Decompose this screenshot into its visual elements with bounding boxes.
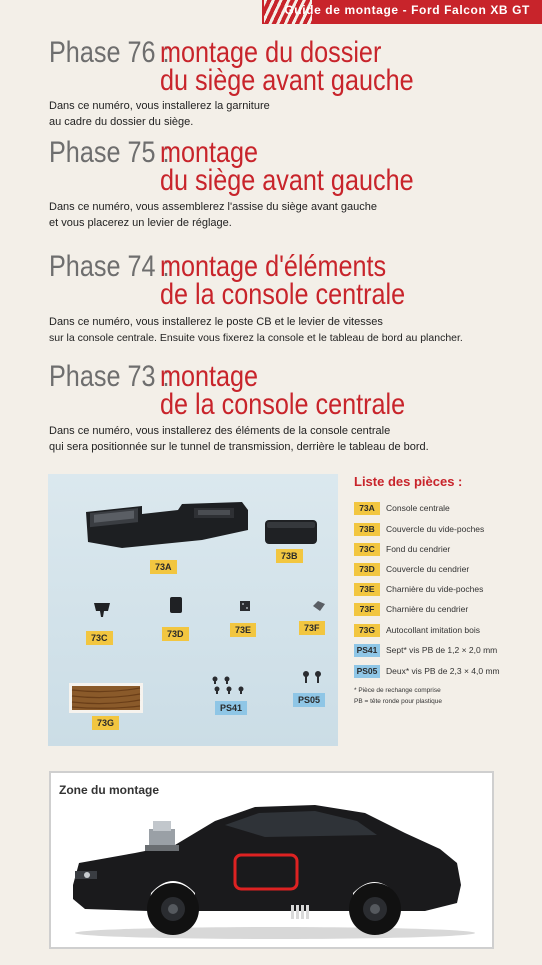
tag-PS41: PS41 bbox=[215, 701, 247, 715]
center-console-part bbox=[82, 500, 250, 552]
ashtray-base-part bbox=[92, 599, 112, 619]
phase-number: Phase 76 : bbox=[49, 36, 170, 69]
parts-list bbox=[354, 474, 534, 714]
phase-desc-line2: qui sera positionnée sur le tunnel de transmission, derrière le tableau de bord. bbox=[49, 441, 429, 453]
parts-list-item bbox=[354, 602, 468, 616]
part-code: 73F bbox=[354, 603, 380, 616]
header-title: Guide de montage - Ford Falcon XB GT bbox=[284, 3, 530, 17]
phase-73 bbox=[49, 362, 529, 457]
part-name: Autocollant imitation bois bbox=[386, 625, 481, 635]
storage-hinge-part bbox=[239, 600, 251, 612]
tag-73A: 73A bbox=[150, 560, 177, 574]
parts-list-item bbox=[354, 623, 480, 637]
parts-list-item bbox=[354, 542, 450, 556]
parts-note-spare: * Pièce de rechange comprise bbox=[354, 687, 441, 694]
part-code: PS41 bbox=[354, 644, 380, 657]
phase-desc-line2: sur la console centrale. Ensuite vous fixerez la console et le tableau de bord au plancher. bbox=[49, 332, 463, 344]
assembly-zone-box bbox=[49, 771, 494, 949]
part-code: 73C bbox=[354, 543, 380, 556]
phase-number: Phase 74 : bbox=[49, 250, 170, 283]
phase-title-line1: montage bbox=[160, 360, 259, 393]
tag-73D: 73D bbox=[162, 627, 189, 641]
phase-title bbox=[49, 138, 519, 198]
phase-title-line2: du siège avant gauche bbox=[160, 64, 414, 97]
phase-75 bbox=[49, 138, 519, 233]
parts-list-title: Liste des pièces : bbox=[354, 474, 463, 489]
part-code: PS05 bbox=[354, 665, 380, 678]
tag-PS05: PS05 bbox=[293, 693, 325, 707]
phase-title-line1: montage bbox=[160, 136, 259, 169]
phase-number: Phase 75 : bbox=[49, 136, 170, 169]
phase-desc-line1: Dans ce numéro, vous assemblerez l'assise du siège avant gauche bbox=[49, 201, 378, 213]
parts-list-item bbox=[354, 643, 497, 657]
car-illustration bbox=[65, 793, 480, 943]
screws-ps05-part bbox=[300, 670, 324, 686]
phase-title-line1: montage du dossier bbox=[160, 36, 382, 69]
part-code: 73G bbox=[354, 624, 380, 637]
part-name: Console centrale bbox=[386, 503, 450, 513]
phase-title-line1: montage d'éléments bbox=[160, 250, 387, 283]
phase-desc-line2: et vous placerez un levier de réglage. bbox=[49, 217, 232, 229]
phase-title-line2: du siège avant gauche bbox=[160, 164, 414, 197]
part-name: Charnière du cendrier bbox=[386, 604, 469, 614]
phase-title-line2: de la console centrale bbox=[160, 388, 406, 421]
ashtray-lid-part bbox=[169, 596, 183, 614]
parts-list-item bbox=[354, 501, 450, 515]
phase-desc-line1: Dans ce numéro, vous installerez des éléments de la console centrale bbox=[49, 425, 391, 437]
phase-number: Phase 73 : bbox=[49, 360, 170, 393]
parts-photo bbox=[48, 474, 338, 746]
phase-74 bbox=[49, 252, 529, 347]
phase-desc-line1: Dans ce numéro, vous installerez la garniture bbox=[49, 100, 270, 112]
phase-76 bbox=[49, 38, 519, 128]
part-name: Sept* vis PB de 1,2 × 2,0 mm bbox=[386, 645, 498, 655]
parts-list-item bbox=[354, 522, 484, 536]
part-name: Fond du cendrier bbox=[386, 544, 451, 554]
phase-title bbox=[49, 252, 529, 312]
tag-73B: 73B bbox=[276, 549, 303, 563]
part-name: Charnière du vide-poches bbox=[386, 584, 484, 594]
phase-title bbox=[49, 362, 529, 422]
assembly-zone-title: Zone du montage bbox=[59, 783, 159, 797]
tag-73G: 73G bbox=[92, 716, 119, 730]
part-name: Couvercle du cendrier bbox=[386, 564, 470, 574]
tag-73E: 73E bbox=[230, 623, 256, 637]
ashtray-hinge-part bbox=[312, 600, 326, 612]
tag-73F: 73F bbox=[299, 621, 325, 635]
phase-desc-line1: Dans ce numéro, vous installerez le poste CB et le levier de vitesses bbox=[49, 316, 383, 328]
parts-list-item bbox=[354, 664, 500, 678]
parts-note-pb: PB = tête ronde pour plastique bbox=[354, 698, 442, 705]
tag-73C: 73C bbox=[86, 631, 113, 645]
part-code: 73B bbox=[354, 523, 380, 536]
storage-lid-part bbox=[263, 518, 319, 546]
phase-title bbox=[49, 38, 519, 98]
part-name: Couvercle du vide-poches bbox=[386, 524, 485, 534]
phase-title-line2: de la console centrale bbox=[160, 278, 406, 311]
part-code: 73E bbox=[354, 583, 380, 596]
part-code: 73A bbox=[354, 502, 380, 515]
part-code: 73D bbox=[354, 563, 380, 576]
parts-list-item bbox=[354, 562, 469, 576]
wood-sticker-part bbox=[68, 682, 144, 714]
phase-desc-line2: au cadre du dossier du siège. bbox=[49, 116, 194, 128]
part-name: Deux* vis PB de 2,3 × 4,0 mm bbox=[386, 666, 500, 676]
screws-ps41-part bbox=[209, 676, 249, 696]
parts-list-item bbox=[354, 582, 483, 596]
